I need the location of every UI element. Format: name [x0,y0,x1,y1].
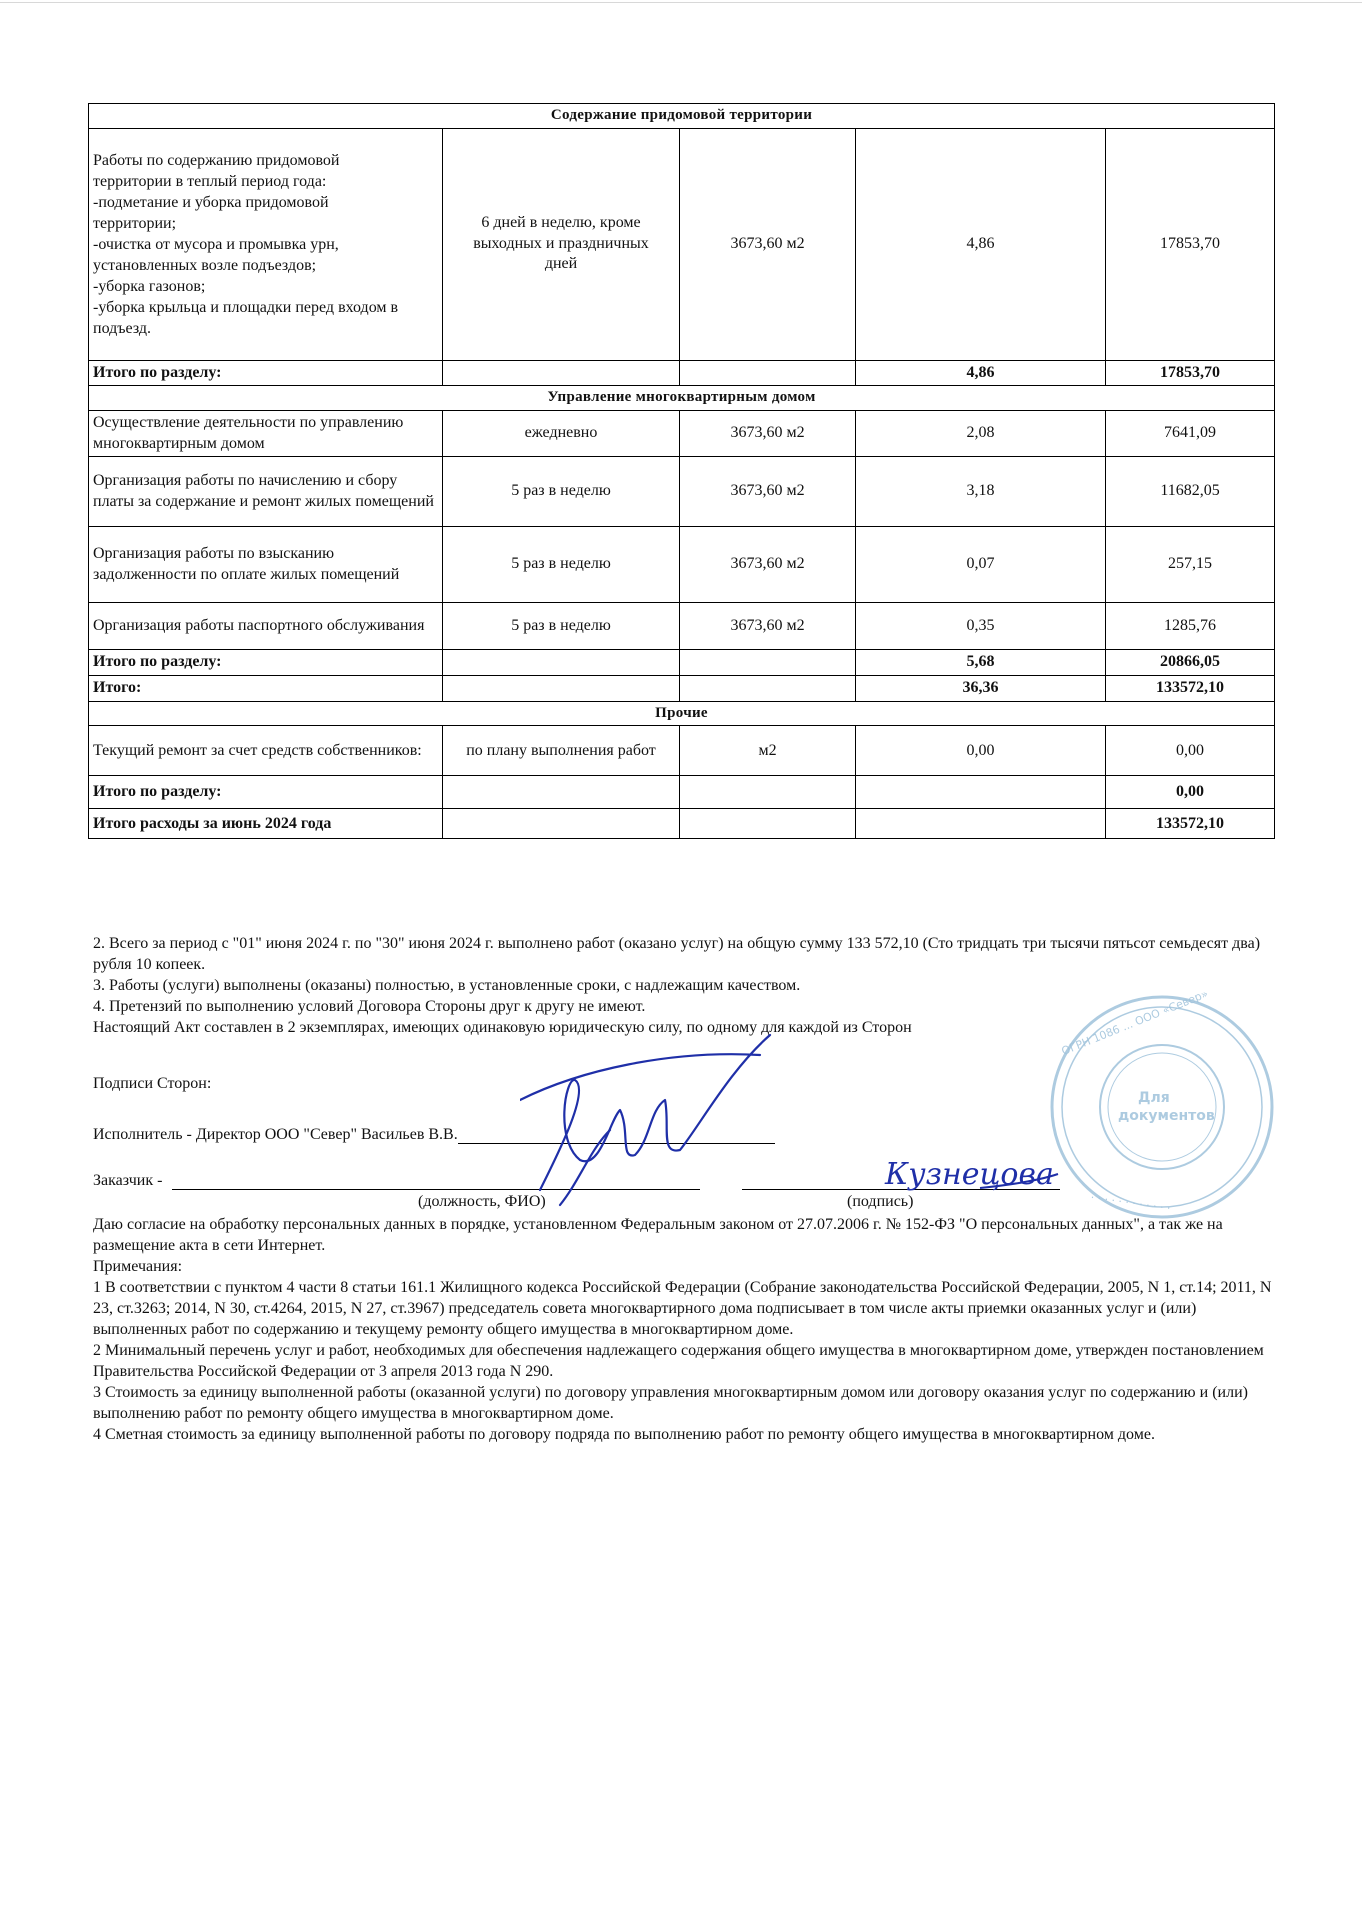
subtotal-row [89,650,1275,676]
subtotal-row [89,360,1275,386]
section-title: Управление многоквартирным домом [89,386,1275,411]
paragraph-copies: Настоящий Акт составлен в 2 экземплярах, имеющих одинаковую юридическую силу, по одному для каждой из Сторон [93,1019,912,1036]
service-name-line: -подметание и уборка придомовой [93,193,329,211]
empty-cell [680,776,856,809]
expenses-total-sum: 133572,10 [1106,809,1275,839]
service-name: Осуществление деятельности по управлению многоквартирным домом [89,410,443,457]
service-name: Организация работы по взысканию задолженности по оплате жилых помещений [89,527,443,603]
subtotal-label: Итого по разделу: [89,650,443,676]
rate-cell: 0,35 [856,603,1106,650]
service-name-line: -уборка газонов; [93,277,206,295]
caption-position: (должность, ФИО) [418,1193,546,1210]
scan-edge-line [0,2,1362,3]
subtotal-sum: 17853,70 [1106,360,1275,386]
subtotal-row [89,776,1275,809]
service-name-line: установленных возле подъездов; [93,256,317,274]
sum-cell: 7641,09 [1106,410,1275,457]
section-title: Прочие [89,701,1275,726]
section-header-row [89,104,1275,129]
sum-cell: 0,00 [1106,726,1275,776]
grand-total-sum: 133572,10 [1106,676,1275,702]
table-row [89,726,1275,776]
empty-cell [856,776,1106,809]
grand-total-rate: 36,36 [856,676,1106,702]
service-name-line: подъезд. [93,319,151,337]
empty-cell [443,676,680,702]
table-row [89,457,1275,527]
area-cell: м2 [680,726,856,776]
note-item: 3 Стоимость за единицу выполненной работы (оказанной услуги) по договору управления многоквартирным домом или договору оказания услуг по содержанию и (или) выполнению работ по ремонту общего имущества в многоквартирном доме. [93,1384,1248,1422]
empty-cell [443,809,680,839]
subtotal-label: Итого по разделу: [89,776,443,809]
paragraph-quality: 3. Работы (услуги) выполнены (оказаны) полностью, в установленные сроки, с надлежащим качеством. [93,977,801,994]
subtotal-sum: 0,00 [1106,776,1275,809]
rate-cell: 0,00 [856,726,1106,776]
service-name-line: территории в теплый период года: [93,172,327,190]
service-name: Организация работы по начислению и сбору платы за содержание и ремонт жилых помещений [89,457,443,527]
service-name-line: Работы по содержанию придомовой [93,151,340,169]
sum-cell: 1285,76 [1106,603,1275,650]
table-row [89,128,1275,360]
frequency-cell: ежедневно [443,410,680,457]
subtotal-rate: 4,86 [856,360,1106,386]
expenses-total-label: Итого расходы за июнь 2024 года [89,809,443,839]
stamp-text: Для [1138,1090,1170,1106]
customer-label: Заказчик - [93,1172,163,1189]
service-name [89,128,443,360]
frequency-cell: 5 раз в неделю [443,527,680,603]
empty-cell [680,650,856,676]
executor-label: Исполнитель - Директор ООО "Север" Васильев В.В. [93,1126,458,1143]
grand-total-label: Итого: [89,676,443,702]
frequency-cell: по плану выполнения работ [443,726,680,776]
note-item: 2 Минимальный перечень услуг и работ, необходимых для обеспечения надлежащего содержания общего имущества в многоквартирном доме, утвержден постановлением Правительства Российской Федерации от 3 апреля 2013 года N 290. [93,1342,1264,1380]
area-cell: 3673,60 м2 [680,527,856,603]
empty-cell [680,809,856,839]
section-header-row [89,386,1275,411]
service-name: Текущий ремонт за счет средств собственников: [89,726,443,776]
rate-cell: 0,07 [856,527,1106,603]
expenses-total-row [89,809,1275,839]
subtotal-label: Итого по разделу: [89,360,443,386]
executor-signature-icon [520,1030,780,1220]
paragraph-claims: 4. Претензий по выполнению условий Договора Стороны друг к другу не имеют. [93,998,646,1015]
consent-and-notes [93,1214,1289,1445]
service-name: Организация работы паспортного обслуживания [89,603,443,650]
service-name-line: территории; [93,214,177,232]
handwritten-name: Кузнецова [885,1157,1054,1192]
area-cell: 3673,60 м2 [680,410,856,457]
area-cell: 3673,60 м2 [680,128,856,360]
section-title: Содержание придомовой территории [89,104,1275,129]
signatures-heading: Подписи Сторон: [93,1075,212,1092]
notes-heading: Примечания: [93,1258,183,1275]
rate-cell: 4,86 [856,128,1106,360]
frequency-cell: 5 раз в неделю [443,457,680,527]
rate-cell: 3,18 [856,457,1106,527]
table-row [89,527,1275,603]
sum-cell: 17853,70 [1106,128,1275,360]
frequency-cell: 5 раз в неделю [443,603,680,650]
empty-cell [443,650,680,676]
table-row [89,603,1275,650]
grand-total-row [89,676,1275,702]
subtotal-rate: 5,68 [856,650,1106,676]
empty-cell [443,776,680,809]
stamp-ring-text: · · · · · · · · · · · · [1089,1191,1172,1216]
note-item: 1 В соответствии с пунктом 4 части 8 статьи 161.1 Жилищного кодекса Российской Федерации (Собрание законодательства Российской Федерации, 2005, N 1, ст.14; 2011, N 23, ст.3263; 2014, N 30, ст.4264, 2015, N 27, ст.3967) председатель совета многоквартирного дома подписывает в том числе акты приемки оказанных услуг и (или) выполненных работ по содержанию и текущему ремонту общего имущества в многоквартирном доме. [93,1279,1272,1338]
caption-signature: (подпись) [847,1193,914,1210]
note-item: 4 Сметная стоимость за единицу выполненной работы по договору подряда по выполнению работ по ремонту общего имущества в многоквартирном доме. [93,1426,1155,1443]
sum-cell: 257,15 [1106,527,1275,603]
stamp-ring-text: ОГРН 1086 ... ООО «Север» [1059,987,1210,1058]
section-header-row [89,701,1275,726]
customer-signature-icon [880,1140,1060,1200]
service-name-line: -уборка крыльца и площадки перед входом в [93,298,399,316]
stamp-text: документов [1118,1108,1215,1124]
area-cell: 3673,60 м2 [680,603,856,650]
subtotal-sum: 20866,05 [1106,650,1275,676]
consent-text: Даю согласие на обработку персональных данных в порядке, установленном Федеральным законом от 27.07.2006 г. № 152-ФЗ "О персональных данных", а так же на размещение акта в сети Интернет. [93,1216,1223,1254]
rate-cell: 2,08 [856,410,1106,457]
table-row [89,410,1275,457]
frequency-cell: 6 дней в неделю, кроме выходных и праздничных дней [443,128,680,360]
paragraph-total: 2. Всего за период с "01" июня 2024 г. по "30" июня 2024 г. выполнено работ (оказано услуг) на общую сумму 133 572,10 (Сто тридцать три тысячи пятьсот семьдесят два) рубля 10 копеек. [93,935,1261,973]
sum-cell: 11682,05 [1106,457,1275,527]
empty-cell [443,360,680,386]
empty-cell [680,676,856,702]
area-cell: 3673,60 м2 [680,457,856,527]
services-table [88,103,1275,839]
service-name-line: -очистка от мусора и промывка урн, [93,235,339,253]
empty-cell [680,360,856,386]
empty-cell [856,809,1106,839]
